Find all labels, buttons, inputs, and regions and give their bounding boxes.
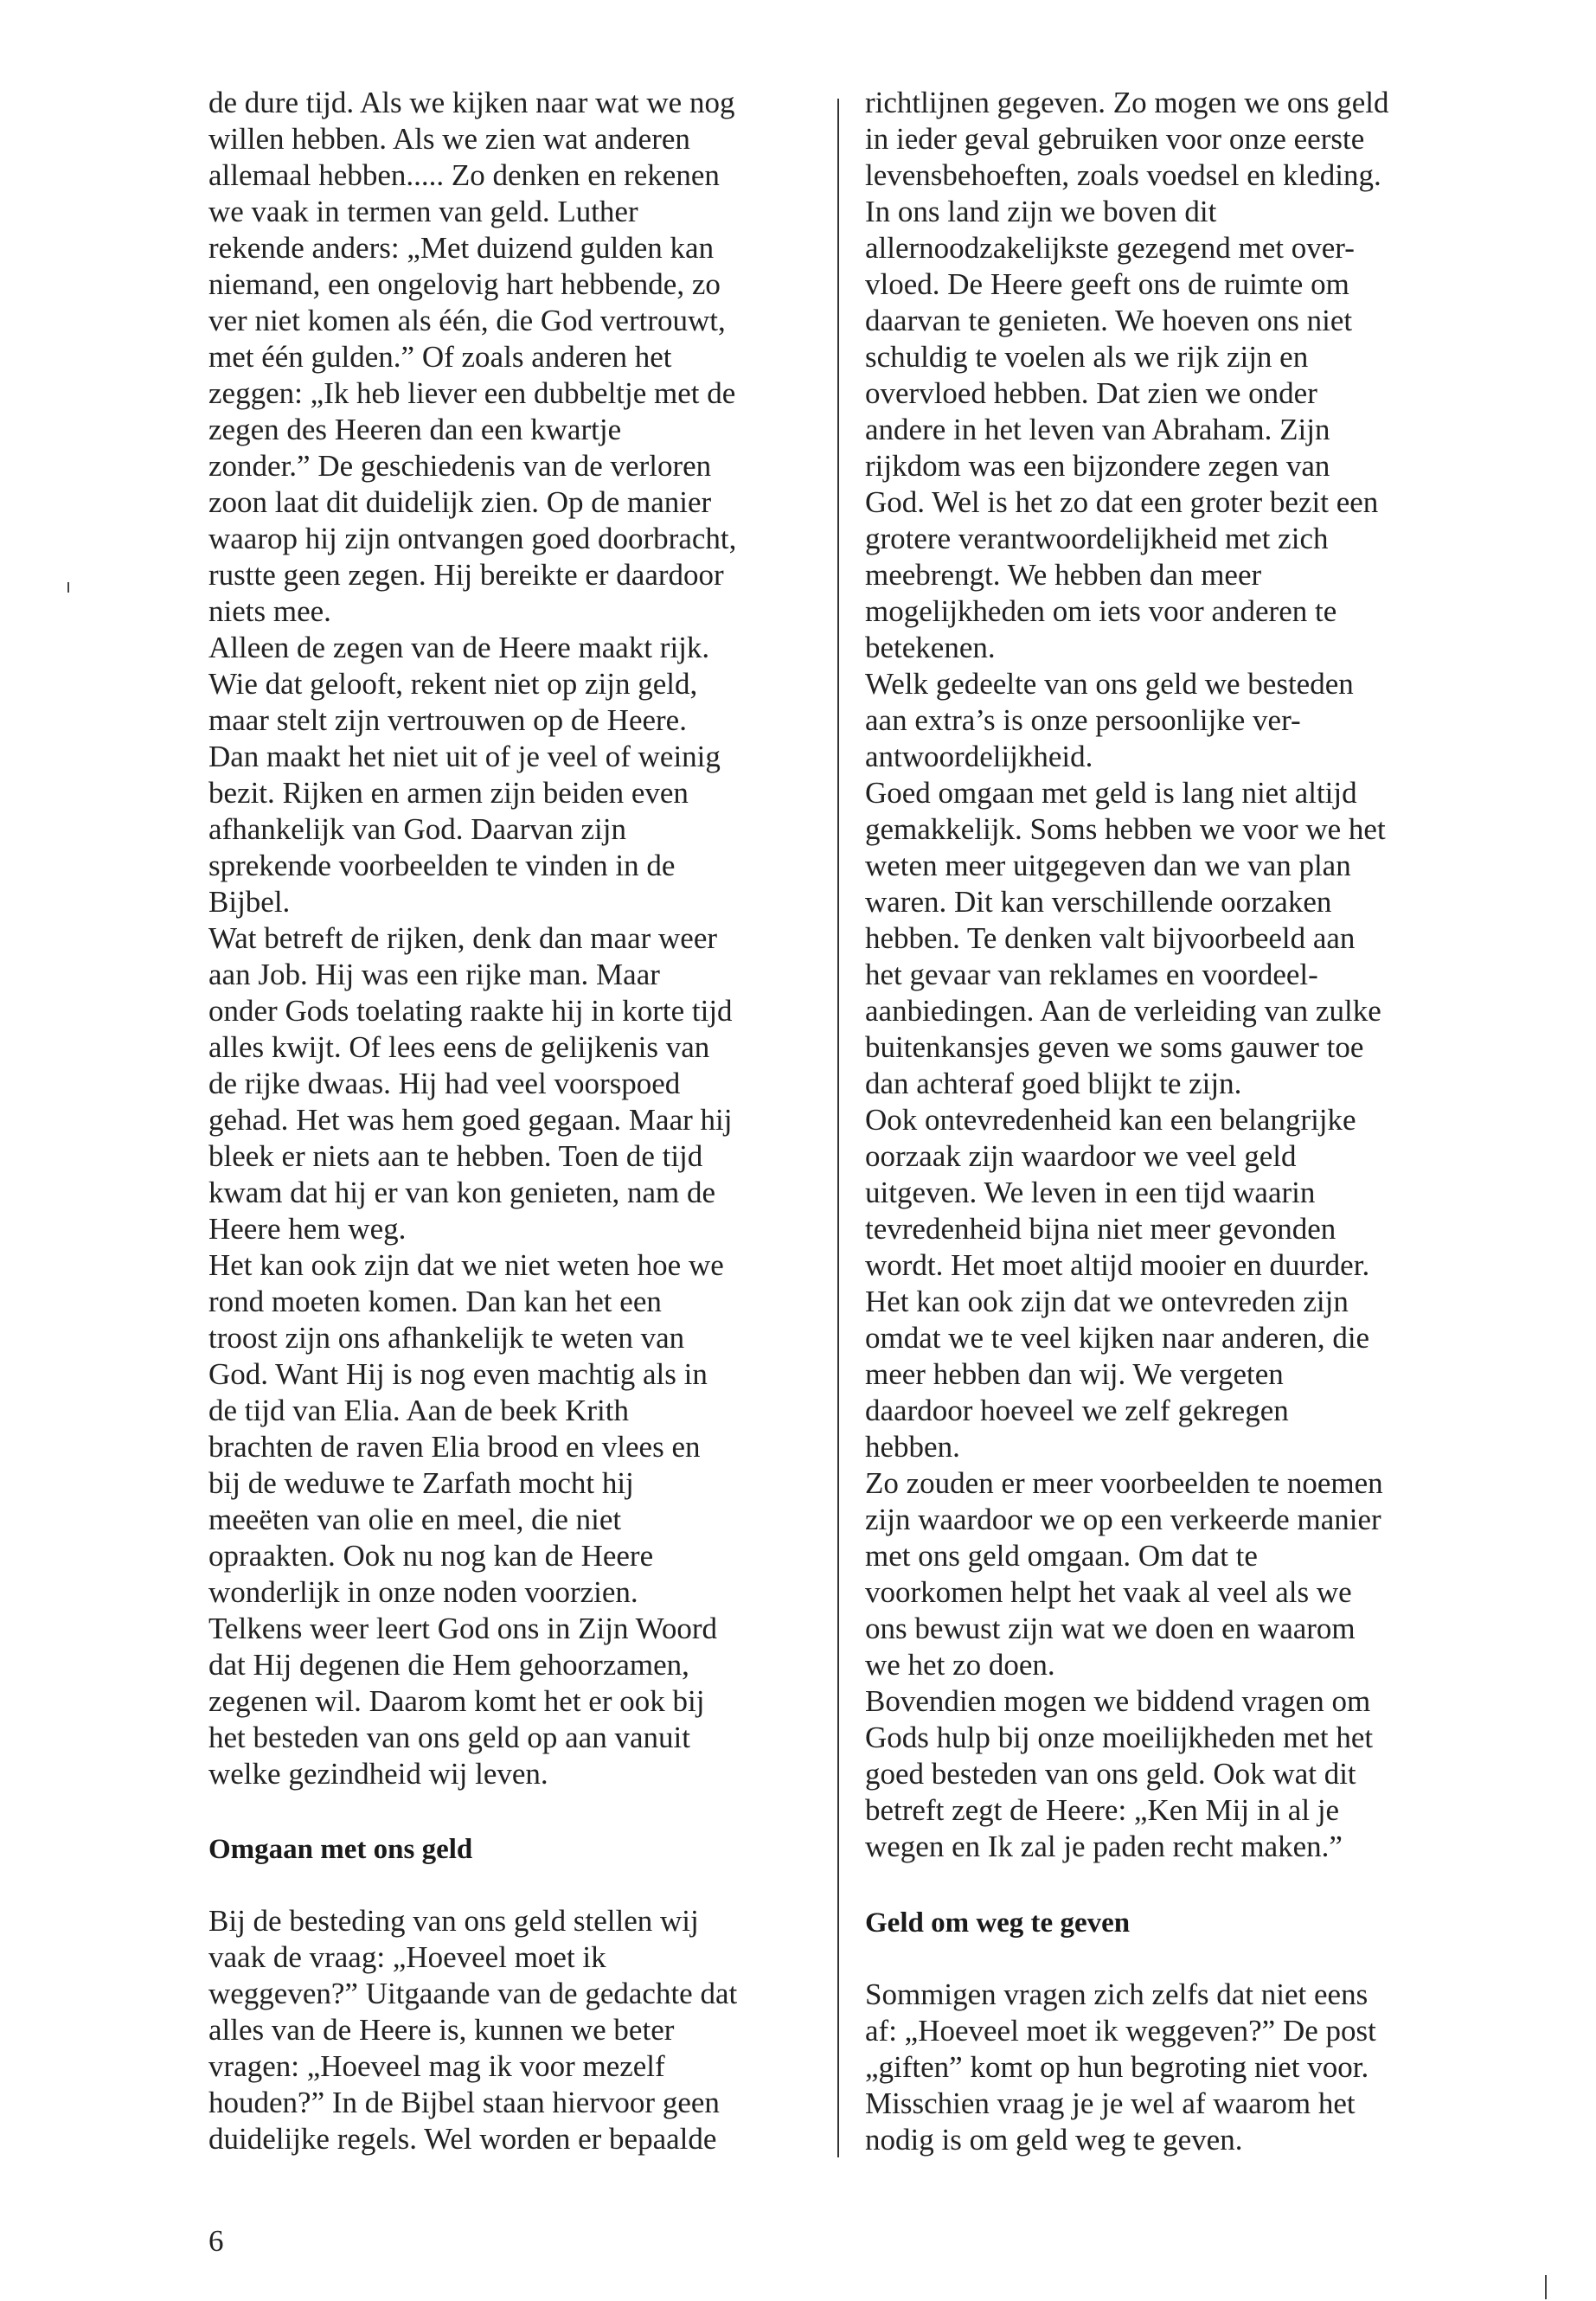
text-line: buitenkansjes geven we soms gauwer toe bbox=[865, 1030, 1364, 1064]
text-line: meeëten van olie en meel, die niet bbox=[208, 1503, 622, 1536]
text-line: Wie dat gelooft, rekent niet op zijn geld, bbox=[208, 667, 698, 701]
column-divider bbox=[837, 99, 839, 2157]
text-line: vaak de vraag: „Hoeveel moet ik bbox=[208, 1940, 606, 1974]
text-line: richtlijnen gegeven. Zo mogen we ons geld bbox=[865, 86, 1389, 119]
scan-mark-right bbox=[1545, 2275, 1547, 2299]
paragraph bbox=[865, 1465, 1488, 1683]
text-line: dat Hij degenen die Hem gehoorzamen, bbox=[208, 1648, 689, 1682]
paragraph bbox=[865, 1102, 1488, 1465]
text-line: vragen: „Hoeveel mag ik voor mezelf bbox=[208, 2049, 665, 2083]
text-line: wordt. Het moet altijd mooier en duurder. bbox=[865, 1248, 1370, 1282]
text-line: tevredenheid bijna niet meer gevonden bbox=[865, 1212, 1336, 1246]
text-line: aan Job. Hij was een rijke man. Maar bbox=[208, 958, 660, 991]
text-line: omdat we te veel kijken naar anderen, die bbox=[865, 1321, 1370, 1355]
text-line: wegen en Ik zal je paden recht maken.” bbox=[865, 1830, 1343, 1863]
right-after-heading bbox=[865, 1977, 1488, 2158]
text-line: In ons land zijn we boven dit bbox=[865, 195, 1217, 228]
text-line: Ook ontevredenheid kan een belangrijke bbox=[865, 1103, 1356, 1137]
text-line: waarop hij zijn ontvangen goed doorbracht, bbox=[208, 522, 737, 555]
text-line: waren. Dit kan verschillende oorzaken bbox=[865, 885, 1332, 919]
text-line: gehad. Het was hem goed gegaan. Maar hij bbox=[208, 1103, 733, 1137]
text-line: kwam dat hij er van kon genieten, nam de bbox=[208, 1176, 716, 1209]
text-line: andere in het leven van Abraham. Zijn bbox=[865, 413, 1330, 446]
text-line: we het zo doen. bbox=[865, 1648, 1055, 1682]
text-line: grotere verantwoordelijkheid met zich bbox=[865, 522, 1329, 555]
text-line: voorkomen helpt het vaak al veel als we bbox=[865, 1575, 1352, 1609]
text-line: wonderlijk in onze noden voorzien. bbox=[208, 1575, 638, 1609]
text-line: willen hebben. Als we zien wat anderen bbox=[208, 122, 690, 156]
paragraph bbox=[865, 1683, 1488, 1865]
text-line: Het kan ook zijn dat we ontevreden zijn bbox=[865, 1285, 1349, 1318]
text-line: Gods hulp bij onze moeilijkheden met het bbox=[865, 1721, 1374, 1754]
paragraph bbox=[208, 85, 831, 630]
text-line: schuldig te voelen als we rijk zijn en bbox=[865, 340, 1309, 374]
text-line: aanbiedingen. Aan de verleiding van zulke bbox=[865, 994, 1381, 1028]
paragraph bbox=[865, 1977, 1488, 2158]
text-line: bleek er niets aan te hebben. Toen de tijd bbox=[208, 1139, 703, 1173]
text-line: bij de weduwe te Zarfath mocht hij bbox=[208, 1466, 634, 1500]
text-line: rekende anders: „Met duizend gulden kan bbox=[208, 231, 715, 265]
left-after-heading bbox=[208, 1903, 831, 2157]
text-line: weten meer uitgegeven dan we van plan bbox=[865, 849, 1351, 882]
text-line: hebben. bbox=[865, 1430, 960, 1464]
text-line: mogelijkheden om iets voor anderen te bbox=[865, 594, 1337, 628]
text-line: hebben. Te denken valt bijvoorbeeld aan bbox=[865, 921, 1356, 955]
text-line: rijkdom was een bijzondere zegen van bbox=[865, 449, 1330, 483]
text-line: afhankelijk van God. Daarvan zijn bbox=[208, 812, 627, 846]
text-line: Goed omgaan met geld is lang niet altijd bbox=[865, 776, 1357, 810]
text-line: Misschien vraag je je wel af waarom het bbox=[865, 2086, 1356, 2120]
text-line: zegen des Heeren dan een kwartje bbox=[208, 413, 622, 446]
text-line: daarvan te genieten. We hoeven ons niet bbox=[865, 304, 1353, 337]
text-line: troost zijn ons afhankelijk te weten van bbox=[208, 1321, 685, 1355]
text-line: welke gezindheid wij leven. bbox=[208, 1757, 548, 1791]
left-paragraphs bbox=[208, 85, 831, 1792]
text-line: „giften” komt op hun begroting niet voor. bbox=[865, 2050, 1369, 2084]
right-paragraphs bbox=[865, 85, 1488, 1865]
paragraph bbox=[208, 1611, 831, 1792]
text-line: dan achteraf goed blijkt te zijn. bbox=[865, 1067, 1242, 1100]
text-line: meebrengt. We hebben dan meer bbox=[865, 558, 1262, 592]
text-line: maar stelt zijn vertrouwen op de Heere. bbox=[208, 703, 687, 737]
text-line: Sommigen vragen zich zelfs dat niet eens bbox=[865, 1977, 1368, 2011]
text-line: meer hebben dan wij. We vergeten bbox=[865, 1357, 1284, 1391]
text-line: af: „Hoeveel moet ik weggeven?” De post bbox=[865, 2014, 1376, 2048]
text-line: duidelijke regels. Wel worden er bepaalde bbox=[208, 2122, 717, 2156]
paragraph bbox=[208, 920, 831, 1247]
text-line: daardoor hoeveel we zelf gekregen bbox=[865, 1394, 1289, 1427]
left-column bbox=[208, 85, 831, 2157]
section-heading-omgaan: Omgaan met ons geld bbox=[208, 1834, 473, 1865]
text-line: Alleen de zegen van de Heere maakt rijk. bbox=[208, 631, 710, 664]
text-line: met ons geld omgaan. Om dat te bbox=[865, 1539, 1258, 1573]
text-line: alles kwijt. Of lees eens de gelijkenis van bbox=[208, 1030, 710, 1064]
text-line: zeggen: „Ik heb liever een dubbeltje met de bbox=[208, 376, 736, 410]
text-line: houden?” In de Bijbel staan hiervoor geen bbox=[208, 2086, 720, 2119]
paragraph bbox=[208, 1247, 831, 1611]
text-line: Het kan ook zijn dat we niet weten hoe we bbox=[208, 1248, 724, 1282]
text-line: zijn waardoor we op een verkeerde manier bbox=[865, 1503, 1381, 1536]
text-line: Bovendien mogen we biddend vragen om bbox=[865, 1684, 1371, 1718]
paragraph bbox=[865, 666, 1488, 775]
text-line: Bij de besteding van ons geld stellen wij bbox=[208, 1904, 699, 1938]
text-line: betreft zegt de Heere: „Ken Mij in al je bbox=[865, 1793, 1340, 1827]
text-line: met één gulden.” Of zoals anderen het bbox=[208, 340, 672, 374]
text-line: niemand, een ongelovig hart hebbende, zo bbox=[208, 267, 721, 301]
text-line: gemakkelijk. Soms hebben we voor we het bbox=[865, 812, 1386, 846]
text-line: allernoodzakelijkste gezegend met over- bbox=[865, 231, 1355, 265]
text-line: weggeven?” Uitgaande van de gedachte dat bbox=[208, 1977, 738, 2010]
text-line: uitgeven. We leven in een tijd waarin bbox=[865, 1176, 1316, 1209]
text-line: goed besteden van ons geld. Ook wat dit bbox=[865, 1757, 1356, 1791]
text-line: Welk gedeelte van ons geld we besteden bbox=[865, 667, 1354, 701]
text-line: onder Gods toelating raakte hij in korte tijd bbox=[208, 994, 733, 1028]
text-line: Bijbel. bbox=[208, 885, 291, 919]
text-line: zoon laat dit duidelijk zien. Op de manier bbox=[208, 485, 712, 519]
text-line: alles van de Heere is, kunnen we beter bbox=[208, 2013, 675, 2047]
paragraph bbox=[865, 85, 1488, 666]
text-line: nodig is om geld weg te geven. bbox=[865, 2123, 1243, 2157]
text-line: betekenen. bbox=[865, 631, 996, 664]
text-line: God. Want Hij is nog even machtig als in bbox=[208, 1357, 708, 1391]
text-line: Dan maakt het niet uit of je veel of weinig bbox=[208, 740, 721, 773]
text-line: oorzaak zijn waardoor we veel geld bbox=[865, 1139, 1297, 1173]
text-line: Zo zouden er meer voorbeelden te noemen bbox=[865, 1466, 1383, 1500]
paragraph bbox=[208, 1903, 831, 2157]
text-line: vloed. De Heere geeft ons de ruimte om bbox=[865, 267, 1349, 301]
text-line: overvloed hebben. Dat zien we onder bbox=[865, 376, 1317, 410]
text-line: we vaak in termen van geld. Luther bbox=[208, 195, 638, 228]
section-heading-geld-weggeven: Geld om weg te geven bbox=[865, 1907, 1131, 1939]
text-line: brachten de raven Elia brood en vlees en bbox=[208, 1430, 701, 1464]
text-line: de tijd van Elia. Aan de beek Krith bbox=[208, 1394, 629, 1427]
text-line: rustte geen zegen. Hij bereikte er daardoor bbox=[208, 558, 724, 592]
text-line: het gevaar van reklames en voordeel- bbox=[865, 958, 1318, 991]
text-line: Telkens weer leert God ons in Zijn Woord bbox=[208, 1612, 717, 1645]
text-line: het besteden van ons geld op aan vanuit bbox=[208, 1721, 690, 1754]
text-line: levensbehoeften, zoals voedsel en kleding. bbox=[865, 158, 1381, 192]
text-line: opraakten. Ook nu nog kan de Heere bbox=[208, 1539, 654, 1573]
paragraph bbox=[865, 775, 1488, 1102]
text-line: rond moeten komen. Dan kan het een bbox=[208, 1285, 662, 1318]
text-line: in ieder geval gebruiken voor onze eerste bbox=[865, 122, 1365, 156]
paragraph bbox=[208, 630, 831, 920]
text-line: niets mee. bbox=[208, 594, 331, 628]
scan-mark-left bbox=[67, 582, 69, 593]
page-number: 6 bbox=[208, 2224, 224, 2258]
text-line: de dure tijd. Als we kijken naar wat we nog bbox=[208, 86, 735, 119]
text-line: bezit. Rijken en armen zijn beiden even bbox=[208, 776, 689, 810]
text-line: sprekende voorbeelden te vinden in de bbox=[208, 849, 676, 882]
text-line: zegenen wil. Daarom komt het er ook bij bbox=[208, 1684, 705, 1718]
text-line: zonder.” De geschiedenis van de verloren bbox=[208, 449, 712, 483]
text-line: ver niet komen als één, die God vertrouwt, bbox=[208, 304, 726, 337]
text-line: Wat betreft de rijken, denk dan maar weer bbox=[208, 921, 718, 955]
text-line: allemaal hebben..... Zo denken en rekenen bbox=[208, 158, 720, 192]
text-line: aan extra’s is onze persoonlijke ver- bbox=[865, 703, 1301, 737]
text-line: antwoordelijkheid. bbox=[865, 740, 1093, 773]
text-line: ons bewust zijn wat we doen en waarom bbox=[865, 1612, 1356, 1645]
text-line: Heere hem weg. bbox=[208, 1212, 407, 1246]
text-line: de rijke dwaas. Hij had veel voorspoed bbox=[208, 1067, 681, 1100]
text-line: God. Wel is het zo dat een groter bezit een bbox=[865, 485, 1379, 519]
right-column bbox=[865, 85, 1488, 2158]
